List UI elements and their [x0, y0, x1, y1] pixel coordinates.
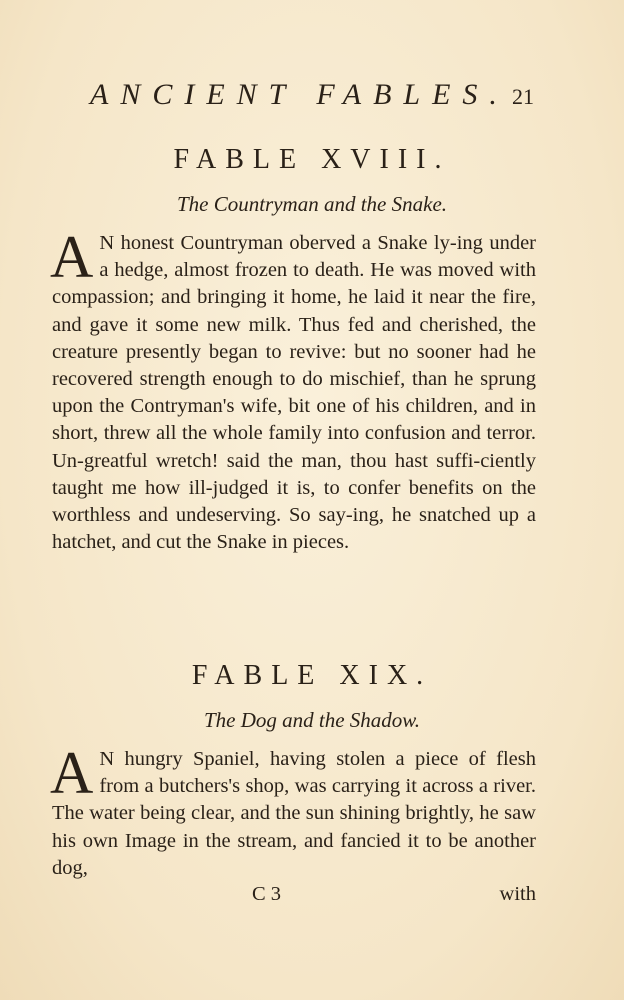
fable-title: FABLE XVIII.	[173, 144, 451, 175]
drop-cap: A	[50, 740, 94, 806]
drop-cap: A	[50, 224, 94, 290]
fable-subtitle: The Countryman and the Snake.	[176, 192, 448, 216]
running-title: ANCIENT FABLES.	[90, 78, 509, 111]
fable-subtitle: The Dog and the Shadow.	[203, 708, 421, 732]
fable-text: N hungry Spaniel, having stolen a piece of flesh from a butchers's shop, was carrying it across a river. The water being clear, and the sun shining brightly, he saw his own Image in the stream, and fancied it to be another dog,	[52, 748, 536, 879]
fable-body	[50, 740, 536, 882]
signature-mark: C 3	[252, 883, 282, 905]
fable-text: N honest Countryman oberved a Snake ly-ing under a hedge, almost frozen to death. He was moved with compassion; and bringing it home, he laid it near the fire, and gave it some new milk. Thus fed and cherished, the creature presently began to revive: but no sooner had he recovered strength enough to do mischief, than he sprung upon the Contryman's wife, bit one of his children, and in short, threw all the whole family into confusion and terror. Un-greatful wretch! said the man, thou hast suffi-ciently taught me how ill-judged it is, to confer benefits on the worthless and undeserving. So say-ing, he snatched up a hatchet, and cut the Snake in pieces.	[52, 232, 536, 554]
catchword: with	[499, 883, 536, 905]
fable-title: FABLE XIX.	[191, 660, 433, 691]
fable-body	[50, 224, 536, 556]
page-number: 21	[512, 84, 534, 109]
